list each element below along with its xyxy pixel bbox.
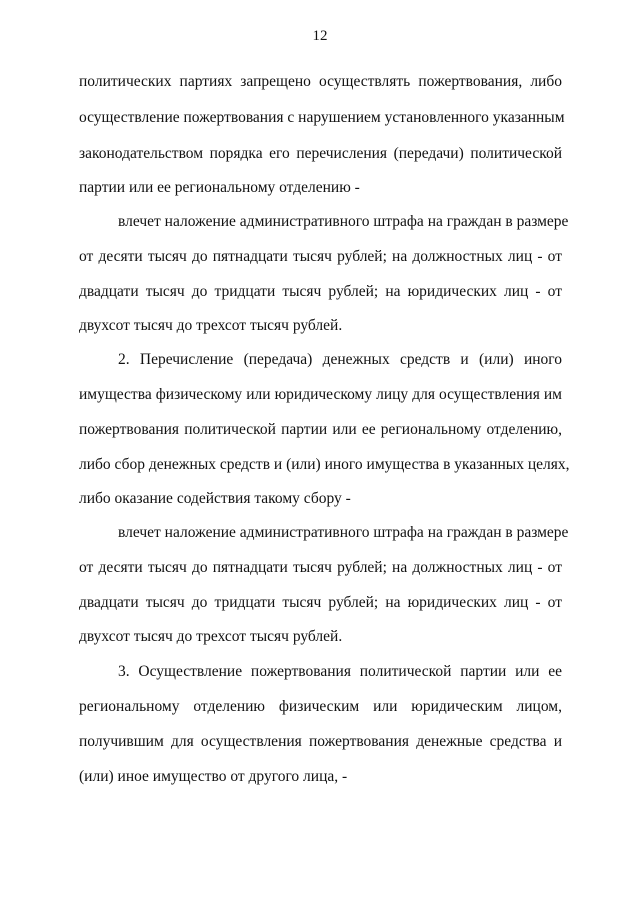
text-line: 2. Перечисление (передача) денежных средств и (или) иного	[118, 351, 562, 368]
text-line: (или) иное имущество от другого лица, -	[79, 768, 348, 785]
text-line: двухсот тысяч до трехсот тысяч рублей.	[79, 628, 343, 645]
page-number: 12	[312, 28, 328, 44]
text-line: двухсот тысяч до трехсот тысяч рублей.	[79, 317, 343, 334]
text-line: двадцати тысяч до тридцати тысяч рублей; на юридических лиц - от	[79, 283, 562, 300]
text-line: либо сбор денежных средств и (или) иного имущества в указанных целях,	[79, 456, 570, 473]
text-line: получившим для осуществления пожертвования денежные средства и	[79, 733, 562, 750]
text-line: 3. Осуществление пожертвования политической партии или ее	[118, 663, 562, 680]
text-line: имущества физическому или юридическому лицу для осуществления им	[79, 386, 562, 403]
text-line: политических партиях запрещено осуществлять пожертвования, либо	[79, 73, 562, 90]
text-line: от десяти тысяч до пятнадцати тысяч рублей; на должностных лиц - от	[79, 248, 562, 265]
text-line: либо оказание содействия такому сбору -	[79, 490, 351, 507]
text-line: законодательством порядка его перечисления (передачи) политической	[79, 145, 562, 162]
text-line: влечет наложение административного штрафа на граждан в размере	[118, 524, 569, 541]
text-line: влечет наложение административного штрафа на граждан в размере	[118, 213, 569, 230]
text-line: региональному отделению физическим или юридическим лицом,	[79, 698, 562, 715]
text-line: осуществление пожертвования с нарушением установленного указанным	[79, 109, 565, 126]
text-line: партии или ее региональному отделению -	[79, 179, 360, 196]
text-line: двадцати тысяч до тридцати тысяч рублей; на юридических лиц - от	[79, 594, 562, 611]
text-line: от десяти тысяч до пятнадцати тысяч рублей; на должностных лиц - от	[79, 559, 562, 576]
text-line: пожертвования политической партии или ее региональному отделению,	[79, 421, 562, 438]
